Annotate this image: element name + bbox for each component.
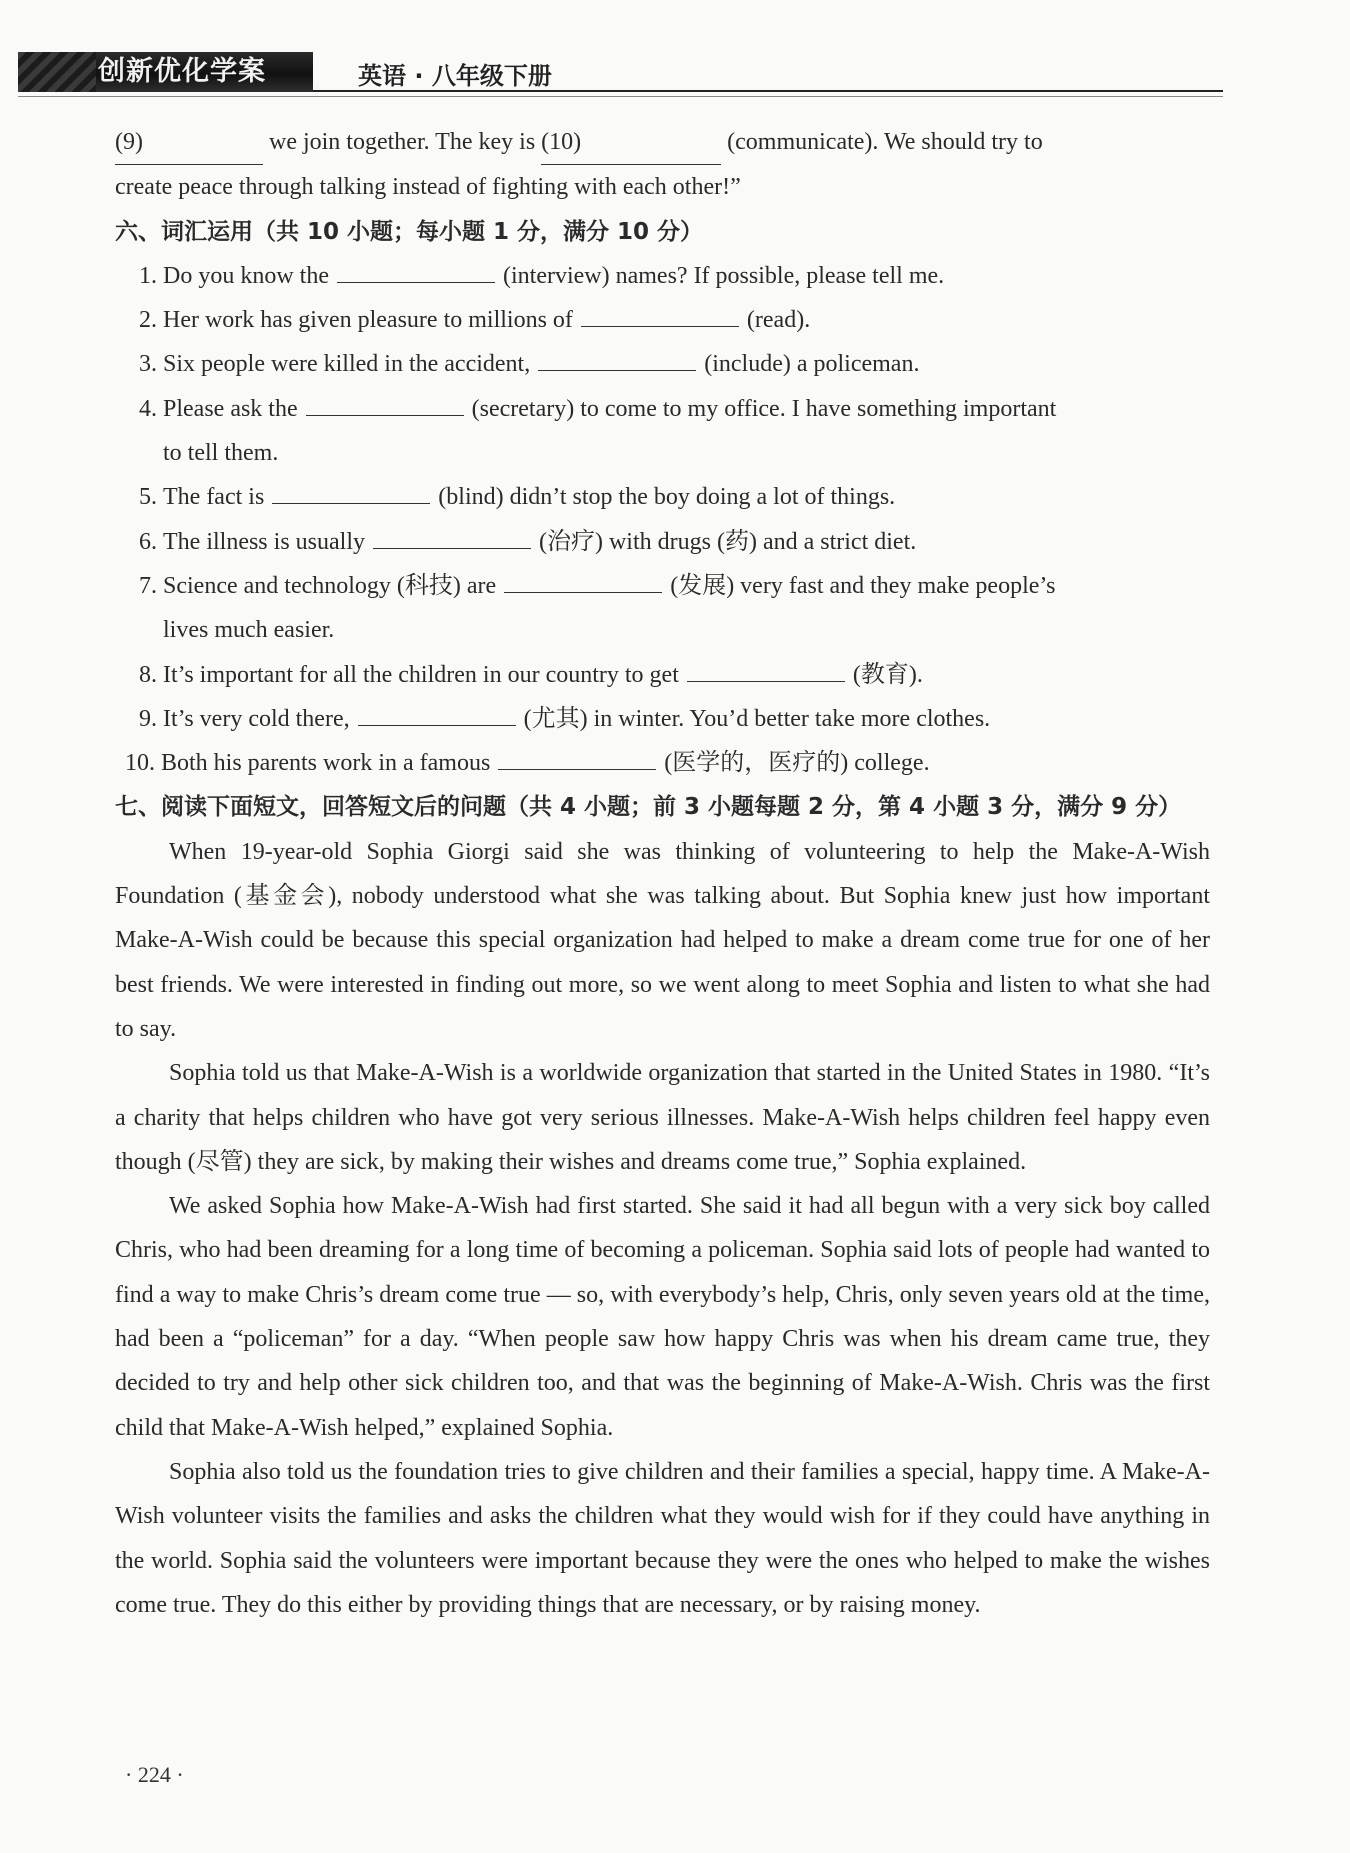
question-item — [115, 475, 1210, 519]
brand-decoration — [18, 52, 96, 92]
question-number: 7. — [139, 572, 157, 599]
question-number: 5. — [139, 484, 157, 511]
question-number: 6. — [139, 528, 157, 555]
question-number: 2. — [139, 307, 157, 334]
question-text: Her work has given pleasure to millions of — [163, 307, 573, 334]
header-divider — [313, 90, 1223, 92]
question-text: It’s important for all the children in our country to get — [163, 661, 679, 688]
subject-title: 英语 · 八年级下册 — [358, 62, 552, 90]
passage-paragraph-2: Sophia told us that Make-A-Wish is a worldwide organization that started in the United States in 1980. “It’s a charity that helps children who have got very serious illnesses. Make-A-Wish helps children feel happy even though (尽管) they are sick, by making their wishes and dreams come true,” Sophia explained. — [115, 1060, 1210, 1175]
passage-paragraph-1: When 19-year-old Sophia Giorgi said she was thinking of volunteering to help the Make-A-Wish Foundation (基金会), nobody understood what she was talking about. But Sophia knew just how important Make-A-Wish could be because this special organization had helped to make a dream come true for one of her best friends. We were interested in finding out more, so we went along to meet Sophia and listen to what she had to say. — [115, 838, 1210, 1042]
intro-line-1 — [115, 120, 1210, 165]
question-hint: (include) a policeman. — [704, 351, 920, 378]
passage-paragraph-3: We asked Sophia how Make-A-Wish had first started. She said it had all begun with a very sick boy called Chris, who had been dreaming for a long time of becoming a policeman. Sophia said lots of people had wanted to find a way to make Chris’s dream come true — so, with everybody’s help, Chris, only seven years old at the time, had been a “policeman” for a day. “When people saw how happy Chris was when his dream came true, they decided to try and help other sick children too, and that was the beginning of Make-A-Wish. Chris was the first child that Make-A-Wish helped,” explained Sophia. — [115, 1193, 1210, 1441]
answer-blank[interactable] — [504, 566, 662, 593]
question-text: Please ask the — [163, 395, 298, 422]
question-item — [115, 520, 1210, 564]
brand-title: 创新优化学案 — [98, 56, 266, 87]
blank-9: (9) — [115, 120, 263, 165]
question-item — [115, 697, 1210, 741]
question-item — [115, 298, 1210, 342]
passage-paragraph-4: Sophia also told us the foundation tries to give children and their families a special, happy time. A Make-A-Wish volunteer visits the families and asks the children what they would wish for if they could have anything in the world. Sophia said the volunteers were important because they were the ones who helped to make the wishes come true. They do this either by providing things that are necessary, or by raising money. — [115, 1458, 1210, 1618]
answer-blank[interactable] — [358, 699, 516, 726]
question-item — [115, 254, 1210, 298]
question-continuation: lives much easier. — [163, 617, 335, 644]
question-item — [115, 564, 1210, 608]
answer-blank[interactable] — [373, 522, 531, 549]
question-continuation: to tell them. — [163, 440, 279, 467]
question-hint: (医学的，医疗的) college. — [664, 750, 930, 777]
question-number: 4. — [139, 395, 157, 422]
question-text: Science and technology (科技) are — [163, 572, 497, 599]
question-text: Do you know the — [163, 262, 329, 289]
question-hint: (教育). — [852, 661, 923, 688]
question-text: Six people were killed in the accident, — [163, 351, 531, 378]
vocabulary-question-list — [115, 254, 1210, 786]
header-divider-thin — [18, 96, 1223, 97]
page-number: · 224 · — [125, 1762, 184, 1787]
question-hint: (interview) names? If possible, please tell me. — [502, 262, 945, 289]
question-number: 3. — [139, 351, 157, 378]
question-item — [115, 653, 1210, 697]
question-number: 1. — [139, 262, 157, 289]
question-text: Both his parents work in a famous — [161, 750, 491, 777]
answer-blank[interactable] — [306, 389, 464, 416]
question-hint: (治疗) with drugs (药) and a strict diet. — [538, 528, 917, 555]
question-text: The fact is — [163, 484, 265, 511]
page-content — [115, 120, 1210, 1627]
section-6-title: 六、词汇运用（共 10 小题；每小题 1 分，满分 10 分） — [115, 218, 704, 245]
question-text: The illness is usually — [163, 528, 365, 555]
answer-blank[interactable] — [272, 477, 430, 504]
question-hint: (secretary) to come to my office. I have something important — [471, 395, 1057, 422]
question-number: 9. — [139, 705, 157, 732]
answer-blank[interactable] — [581, 300, 739, 327]
blank-10: (10) — [541, 120, 721, 165]
page-header — [18, 52, 1338, 98]
question-hint: (blind) didn’t stop the boy doing a lot of things. — [438, 484, 896, 511]
question-number: 8. — [139, 661, 157, 688]
answer-blank[interactable] — [498, 743, 656, 770]
question-item — [115, 741, 1210, 785]
intro-text: we join together. The key is — [268, 129, 536, 155]
section-7-title: 七、阅读下面短文，回答短文后的问题（共 4 小题；前 3 小题每题 2 分，第 4 小题 3 分，满分 9 分） — [115, 794, 1182, 821]
question-item — [115, 342, 1210, 386]
question-hint: (read). — [746, 307, 811, 334]
question-hint: (发展) very fast and they make people’s — [670, 572, 1056, 599]
brand-banner — [18, 52, 313, 92]
answer-blank[interactable] — [538, 344, 696, 371]
question-item — [115, 387, 1210, 431]
question-text: It’s very cold there, — [163, 705, 350, 732]
question-number: 10. — [125, 750, 155, 777]
intro-line-2: create peace through talking instead of fighting with each other!” — [115, 174, 741, 201]
answer-blank[interactable] — [337, 256, 495, 283]
answer-blank[interactable] — [687, 655, 845, 682]
intro-text-end: (communicate). We should try to — [727, 129, 1043, 155]
question-hint: (尤其) in winter. You’d better take more clothes. — [523, 705, 991, 732]
